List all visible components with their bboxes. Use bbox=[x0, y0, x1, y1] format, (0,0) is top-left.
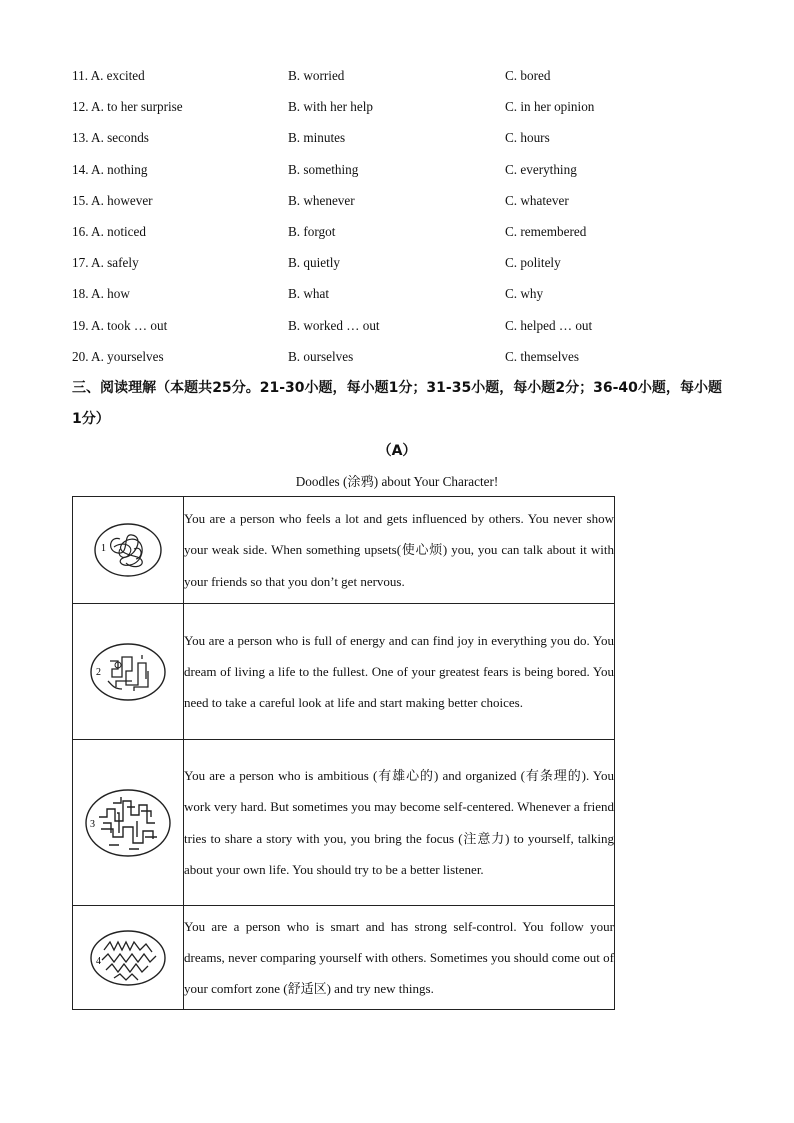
option-b: B. worried bbox=[288, 68, 345, 83]
passage-title: Doodles (涂鸦) about Your Character! bbox=[295, 474, 499, 489]
doodle-number: 2 bbox=[96, 666, 101, 678]
maze-lines-doodle-icon bbox=[88, 641, 168, 703]
option-row-17 bbox=[72, 251, 722, 282]
option-c: C. whatever bbox=[505, 192, 569, 208]
section-heading: 三、阅读理解（本题共25分。21-30小题，每小题1分；31-35小题，每小题2分；36-40小题，每小题1分） bbox=[72, 380, 722, 427]
doodle-description: You are a person who is full of energy and can find joy in everything you do. You dream of living a life to the fullest. One of your greatest fears is being bored. You need to take a careful look at life and start making better choices. bbox=[184, 632, 614, 711]
option-c: C. helped … out bbox=[505, 317, 593, 333]
doodle-description: You are a person who is ambitious (有雄心的) and organized (有条理的). You work very hard. But sometimes you may become self-centered. Whenever a friend tries to share a story with you, you bring the focus (注意力) to yourself, talking about your own life. You should try to be a better listener. bbox=[184, 768, 614, 877]
option-a: 16. A. noticed bbox=[72, 223, 146, 239]
doodle-description-cell bbox=[184, 740, 615, 906]
option-c: C. why bbox=[505, 286, 544, 302]
doodle-description: You are a person who feels a lot and gets influenced by others. You never show your weak side. When something upsets(使心烦) you, you can talk about it with your friends so that you don’t get nervous. bbox=[184, 511, 614, 589]
doodle-number: 4 bbox=[96, 955, 101, 967]
doodle-image-cell bbox=[73, 497, 184, 604]
option-b: B. what bbox=[288, 286, 330, 302]
option-c: C. politely bbox=[505, 255, 561, 271]
option-a: 13. A. seconds bbox=[72, 130, 149, 146]
option-a: 15. A. however bbox=[72, 192, 153, 208]
option-b: B. with her help bbox=[288, 99, 373, 115]
option-a: 18. A. how bbox=[72, 286, 130, 302]
doodle-number: 3 bbox=[90, 818, 95, 830]
option-row-14 bbox=[72, 158, 722, 189]
option-row-19 bbox=[72, 314, 722, 345]
dense-maze-doodle-icon bbox=[83, 787, 173, 859]
option-b: B. forgot bbox=[288, 223, 336, 239]
option-c: C. in her opinion bbox=[505, 99, 595, 115]
doodle-row-4 bbox=[73, 906, 615, 1010]
option-a: 20. A. yourselves bbox=[72, 348, 164, 364]
option-b: B. minutes bbox=[288, 130, 346, 146]
doodle-row-1 bbox=[73, 497, 615, 604]
zigzag-letters-doodle-icon bbox=[88, 928, 168, 988]
option-c: C. bored bbox=[505, 68, 551, 83]
option-row-18 bbox=[72, 282, 722, 313]
option-b: B. ourselves bbox=[288, 348, 354, 364]
doodle-table bbox=[72, 496, 615, 1010]
option-c: C. remembered bbox=[505, 223, 587, 239]
option-row-13 bbox=[72, 126, 722, 157]
option-a: 12. A. to her surprise bbox=[72, 99, 183, 115]
option-a: 17. A. safely bbox=[72, 255, 139, 271]
option-b: B. whenever bbox=[288, 192, 355, 208]
answer-options bbox=[72, 64, 722, 376]
option-row-11 bbox=[72, 64, 722, 95]
option-row-16 bbox=[72, 220, 722, 251]
doodle-description: You are a person who is smart and has strong self-control. You follow your dreams, never comparing yourself with others. Sometimes you should come out of your comfort zone (舒适区) and try new things. bbox=[184, 918, 614, 997]
option-row-12 bbox=[72, 95, 722, 126]
doodle-row-3 bbox=[73, 740, 615, 906]
option-b: B. worked … out bbox=[288, 317, 380, 333]
option-b: B. quietly bbox=[288, 255, 341, 271]
doodle-number: 1 bbox=[101, 543, 106, 554]
option-a: 11. A. excited bbox=[72, 68, 145, 83]
option-row-15 bbox=[72, 189, 722, 220]
option-c: C. hours bbox=[505, 130, 550, 146]
option-a: 19. A. took … out bbox=[72, 317, 168, 333]
doodle-image-cell bbox=[73, 906, 184, 1010]
doodle-description-cell bbox=[184, 906, 615, 1010]
passage-label: （A） bbox=[377, 443, 417, 459]
option-b: B. something bbox=[288, 161, 359, 177]
doodle-image-cell bbox=[73, 604, 184, 740]
doodle-description-cell bbox=[184, 497, 615, 604]
option-a: 14. A. nothing bbox=[72, 161, 148, 177]
option-row-20 bbox=[72, 345, 722, 376]
option-c: C. themselves bbox=[505, 348, 579, 364]
doodle-image-cell bbox=[73, 740, 184, 906]
doodle-row-2 bbox=[73, 604, 615, 740]
scribble-loops-doodle-icon bbox=[92, 521, 164, 579]
doodle-description-cell bbox=[184, 604, 615, 740]
option-c: C. everything bbox=[505, 161, 577, 177]
